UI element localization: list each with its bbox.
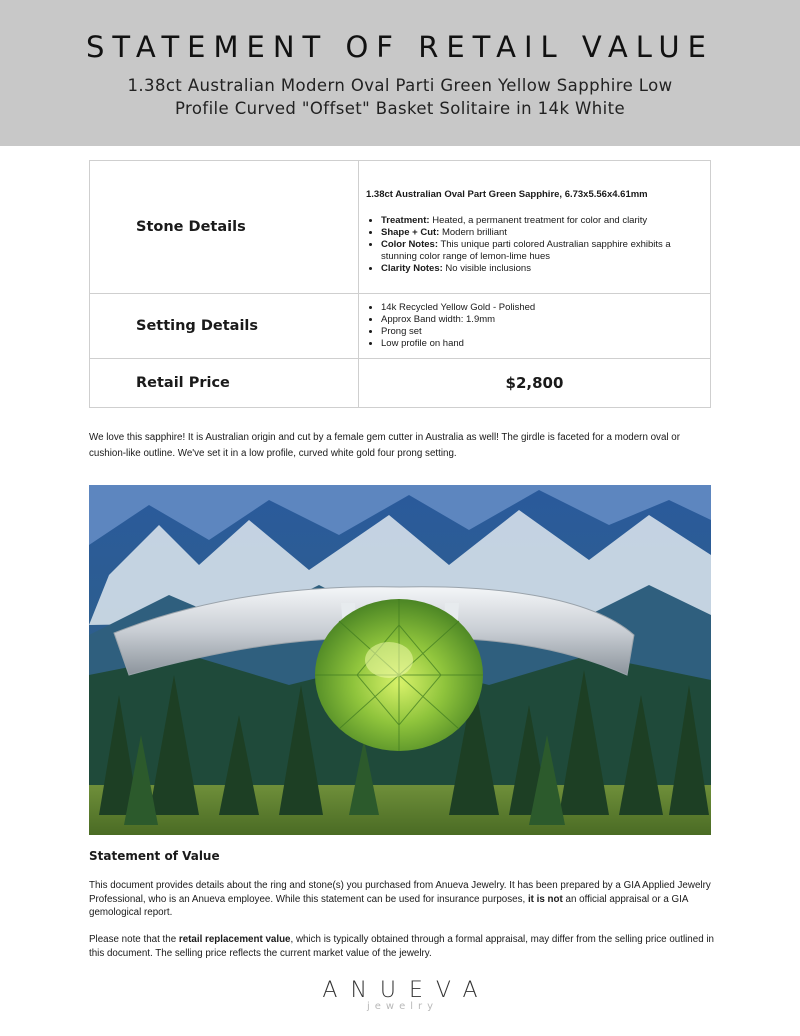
setting-details-label: Setting Details (90, 294, 359, 359)
document-title: STATEMENT OF RETAIL VALUE (86, 30, 714, 64)
stone-details-info (359, 161, 711, 294)
list-item: • Clarity Notes: No visible inclusions (381, 263, 696, 275)
document-subtitle: 1.38ct Australian Modern Oval Parti Green Yellow Sapphire Low Profile Curved "Offset" Basket Solitaire in 14k White (127, 76, 673, 118)
statement-title: Statement of Value (89, 849, 220, 863)
setting-details-list (366, 302, 696, 350)
list-item: • Prong set (381, 326, 696, 338)
statement-paragraph-2: Please note that the retail replacement value, which is typically obtained through a formal appraisal, may differ from the selling price outlined in this document. The selling price reflects the current market value of the jewelry. (89, 934, 714, 959)
setting-details-row (90, 294, 711, 359)
stone-details-list (366, 215, 696, 275)
statement-paragraph-1: This document provides details about the ring and stone(s) you purchased from Anueva Jewelry. It has been prepared by a GIA Applied Jewelry Professional, who is an Anueva employee. While this statement can be used for insurance purposes, it is not an official appraisal or a GIA gemological report. (89, 880, 711, 918)
header-banner (0, 0, 800, 146)
stone-details-row (90, 161, 711, 294)
logo-tagline: jewelry (366, 1001, 439, 1012)
ring-photo (89, 485, 711, 835)
setting-details-info (359, 294, 711, 359)
retail-price-label: Retail Price (90, 359, 359, 408)
list-item: • Low profile on hand (381, 338, 696, 350)
retail-price-value: $2,800 (359, 359, 711, 408)
list-item: • Approx Band width: 1.9mm (381, 314, 696, 326)
stone-title: 1.38ct Australian Oval Part Green Sapphire, 6.73x5.56x4.61mm (366, 189, 648, 200)
list-item: • Shape + Cut: Modern brilliant (381, 227, 696, 239)
list-item: • Color Notes: This unique parti colored Australian sapphire exhibits a stunning color range of lemon-lime hues (381, 239, 696, 263)
list-item: • Treatment: Heated, a permanent treatment for color and clarity (381, 215, 696, 227)
details-table (89, 160, 711, 408)
retail-price-row (90, 359, 711, 408)
logo-brand: ANUEVA (322, 978, 491, 1003)
intro-paragraph: We love this sapphire! It is Australian origin and cut by a female gem cutter in Australia as well! The girdle is faceted for a modern oval or cushion-like outline. We've set it in a low profile, curved white gold four prong setting. (89, 432, 681, 459)
stone-details-label: Stone Details (90, 161, 359, 294)
anueva-logo (0, 978, 800, 1012)
list-item: • 14k Recycled Yellow Gold - Polished (381, 302, 696, 314)
